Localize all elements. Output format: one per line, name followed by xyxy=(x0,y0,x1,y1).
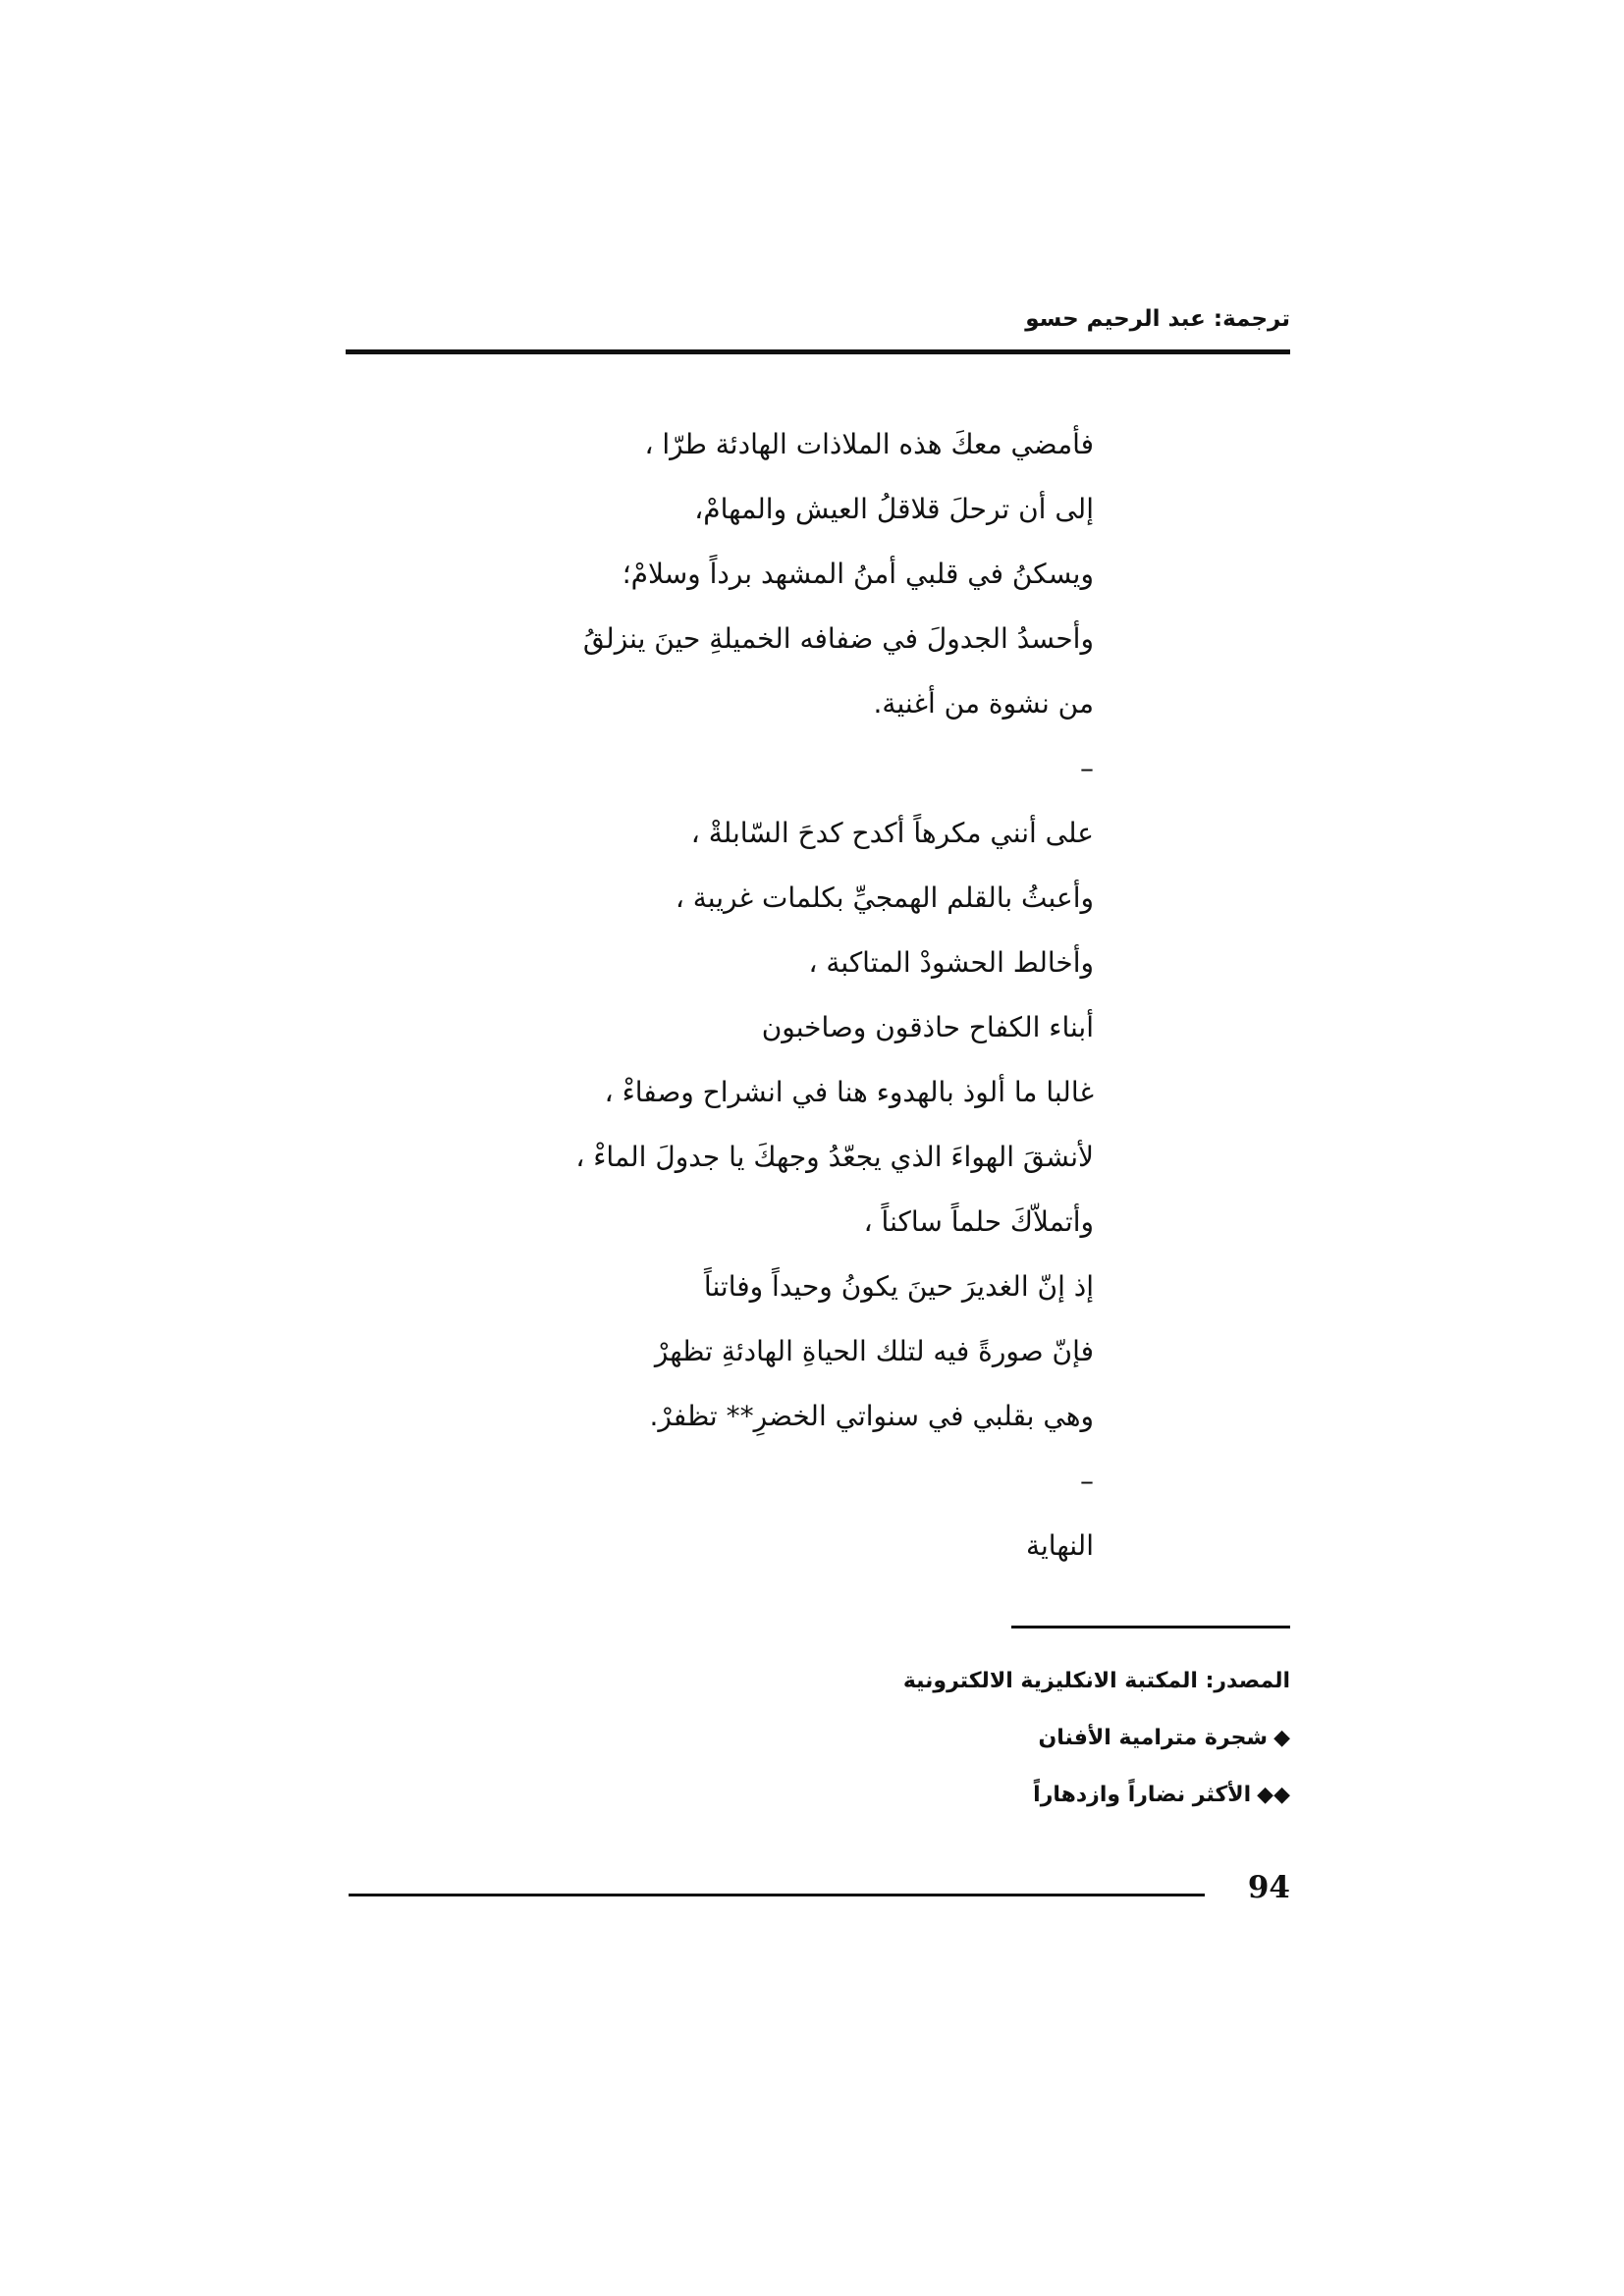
page-number: 94 xyxy=(1247,1870,1290,1905)
poem-line: على أنني مكرهاً أكدح كدحَ السّابلةْ ، xyxy=(690,817,1094,849)
footer-rule xyxy=(349,1894,1205,1896)
poem-line: أبناء الكفاح حاذقون وصاخبون xyxy=(761,1011,1094,1043)
running-header-title: ترجمة: عبد الرحيم حسو xyxy=(1025,306,1290,332)
poem-line: غالبا ما ألوذ بالهدوء هنا في انشراح وصفاءْ ، xyxy=(604,1076,1094,1108)
footnote-source: المصدر: المكتبة الانكليزية الالكترونية xyxy=(902,1669,1290,1693)
poem-line: من نشوة من أغنية. xyxy=(873,687,1094,720)
poem-line: وأخالط الحشودْ المتاكبة ، xyxy=(808,946,1094,979)
poem-ending: النهاية xyxy=(1025,1529,1094,1562)
poem-line: لأنشقَ الهواءَ الذي يجعّدُ وجهكَ يا جدولَ الماءْ ، xyxy=(575,1141,1094,1173)
poem-line: فإنّ صورةً فيه لتلك الحياةِ الهادئةِ تظهرْ xyxy=(654,1335,1094,1367)
poem-line: إلى أن ترحلَ قلاقلُ العيش والمهامْ، xyxy=(694,493,1094,525)
poem-line: وأتملاّكَ حلماً ساكناً ، xyxy=(863,1205,1094,1238)
poem-line: وأعبثُ بالقلم الهمجيِّ بكلمات غريبة ، xyxy=(675,881,1094,914)
footnote-item xyxy=(903,1767,1290,1824)
footnote-item xyxy=(903,1710,1290,1767)
poem-line: إذ إنّ الغديرَ حينَ يكونُ وحيداً وفاتناً xyxy=(703,1270,1094,1303)
footnote-text: شجرة مترامية الأفنان xyxy=(1038,1726,1269,1750)
poem-line: فأمضي معكَ هذه الملاذات الهادئة طرّا ، xyxy=(644,428,1094,460)
header-rule xyxy=(346,349,1290,354)
stanza-separator: – xyxy=(1080,1465,1094,1497)
footnotes xyxy=(903,1653,1290,1824)
poem-line: وهي بقلبي في سنواتي الخضرِ** تظفرْ. xyxy=(649,1400,1094,1432)
footnote-text: الأكثر نضاراً وازدهاراً xyxy=(1033,1783,1252,1807)
diamond-marker-icon: ◆ xyxy=(1273,1726,1290,1750)
poem-body xyxy=(465,412,1094,1578)
poem-line: ويسكنُ في قلبي أمنُ المشهد برداً وسلامْ؛ xyxy=(622,558,1094,590)
poem-line: وأحسدُ الجدولَ في ضفافه الخميلةِ حينَ ينزلقُ xyxy=(582,622,1094,655)
footnote-rule xyxy=(1011,1626,1290,1629)
double-diamond-marker-icon: ◆◆ xyxy=(1257,1783,1290,1807)
stanza-separator: – xyxy=(1080,752,1094,784)
